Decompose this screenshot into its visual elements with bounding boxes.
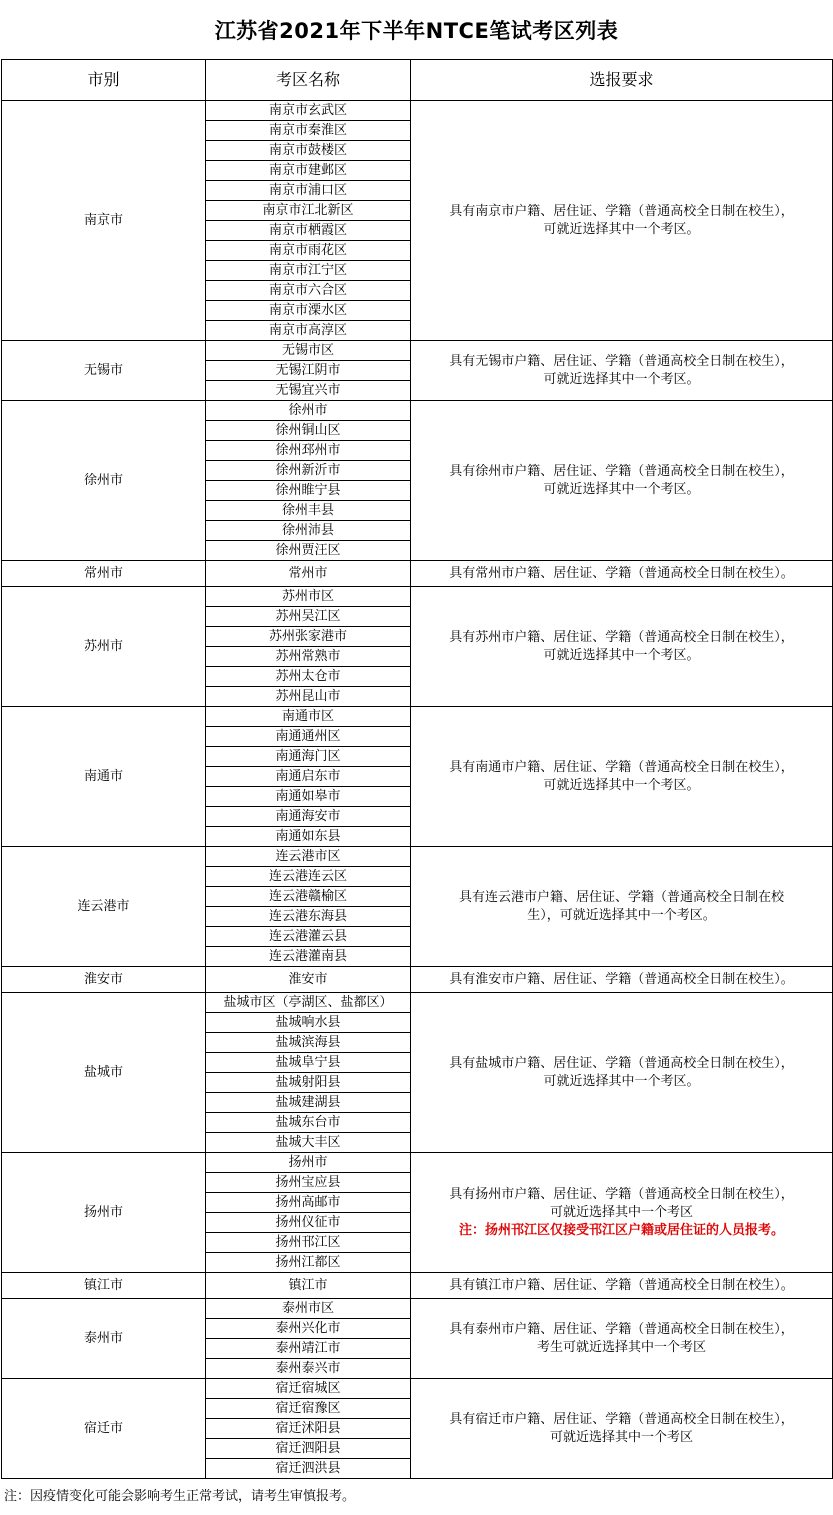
district-cell: 镇江市 bbox=[206, 1273, 411, 1299]
district-cell: 扬州市 bbox=[206, 1153, 411, 1173]
city-cell: 无锡市 bbox=[2, 341, 206, 401]
city-cell: 宿迁市 bbox=[2, 1379, 206, 1479]
city-cell: 南京市 bbox=[2, 101, 206, 341]
district-cell: 徐州丰县 bbox=[206, 501, 411, 521]
district-cell: 宿迁宿豫区 bbox=[206, 1399, 411, 1419]
district-cell: 宿迁沭阳县 bbox=[206, 1419, 411, 1439]
requirement-cell bbox=[411, 1299, 833, 1379]
requirement-line: 具有苏州市户籍、居住证、学籍（普通高校全日制在校生）， bbox=[449, 629, 794, 645]
table-row bbox=[2, 847, 833, 867]
district-cell: 盐城滨海县 bbox=[206, 1033, 411, 1053]
city-cell: 南通市 bbox=[2, 707, 206, 847]
district-cell: 无锡宜兴市 bbox=[206, 381, 411, 401]
district-cell: 盐城阜宁县 bbox=[206, 1053, 411, 1073]
requirement-line: 生），可就近选择其中一个考区。 bbox=[527, 907, 716, 923]
table-header-row bbox=[2, 60, 833, 101]
exam-district-table bbox=[1, 59, 833, 1479]
requirement-line: 具有宿迁市户籍、居住证、学籍（普通高校全日制在校生）， bbox=[449, 1411, 794, 1427]
district-cell: 泰州市区 bbox=[206, 1299, 411, 1319]
city-cell: 徐州市 bbox=[2, 401, 206, 561]
district-cell: 南通海安市 bbox=[206, 807, 411, 827]
district-cell: 常州市 bbox=[206, 561, 411, 587]
requirement-line: 具有泰州市户籍、居住证、学籍（普通高校全日制在校生）， bbox=[449, 1321, 794, 1337]
requirement-line: 可就近选择其中一个考区。 bbox=[543, 481, 700, 497]
district-cell: 南通如皋市 bbox=[206, 787, 411, 807]
requirement-line: 具有扬州市户籍、居住证、学籍（普通高校全日制在校生）， bbox=[449, 1186, 794, 1202]
district-cell: 无锡市区 bbox=[206, 341, 411, 361]
header-requirement: 选报要求 bbox=[411, 60, 833, 101]
district-cell: 苏州常熟市 bbox=[206, 647, 411, 667]
requirement-cell bbox=[411, 707, 833, 847]
district-cell: 苏州市区 bbox=[206, 587, 411, 607]
district-cell: 苏州太仓市 bbox=[206, 667, 411, 687]
district-cell: 扬州宝应县 bbox=[206, 1173, 411, 1193]
requirement-cell bbox=[411, 1273, 833, 1299]
page-title: 江苏省2021年下半年NTCE笔试考区列表 bbox=[214, 18, 619, 43]
requirement-line: 具有南京市户籍、居住证、学籍（普通高校全日制在校生）， bbox=[449, 203, 794, 219]
district-cell: 盐城射阳县 bbox=[206, 1073, 411, 1093]
district-cell: 南京市鼓楼区 bbox=[206, 141, 411, 161]
requirement-line: 具有徐州市户籍、居住证、学籍（普通高校全日制在校生）， bbox=[449, 463, 794, 479]
district-cell: 盐城大丰区 bbox=[206, 1133, 411, 1153]
district-cell: 扬州仪征市 bbox=[206, 1213, 411, 1233]
requirement-line: 具有无锡市户籍、居住证、学籍（普通高校全日制在校生）， bbox=[449, 353, 794, 369]
requirement-cell bbox=[411, 401, 833, 561]
district-cell: 南京市江北新区 bbox=[206, 201, 411, 221]
table-row bbox=[2, 1273, 833, 1299]
district-cell: 宿迁泗阳县 bbox=[206, 1439, 411, 1459]
city-cell: 镇江市 bbox=[2, 1273, 206, 1299]
district-cell: 南通启东市 bbox=[206, 767, 411, 787]
city-cell: 连云港市 bbox=[2, 847, 206, 967]
district-cell: 苏州昆山市 bbox=[206, 687, 411, 707]
city-cell: 苏州市 bbox=[2, 587, 206, 707]
district-cell: 南京市江宁区 bbox=[206, 261, 411, 281]
requirement-line: 具有镇江市户籍、居住证、学籍（普通高校全日制在校生）。 bbox=[449, 1277, 794, 1293]
district-cell: 南京市浦口区 bbox=[206, 181, 411, 201]
district-cell: 连云港赣榆区 bbox=[206, 887, 411, 907]
district-cell: 徐州市 bbox=[206, 401, 411, 421]
district-cell: 南通市区 bbox=[206, 707, 411, 727]
footnote: 注：因疫情变化可能会影响考生正常考试，请考生审慎报考。 bbox=[4, 1489, 356, 1504]
requirement-line: 可就近选择其中一个考区。 bbox=[543, 371, 700, 387]
district-cell: 连云港连云区 bbox=[206, 867, 411, 887]
requirement-cell bbox=[411, 1153, 833, 1273]
district-cell: 南京市六合区 bbox=[206, 281, 411, 301]
table-row bbox=[2, 993, 833, 1013]
table-row bbox=[2, 587, 833, 607]
district-cell: 泰州泰兴市 bbox=[206, 1359, 411, 1379]
district-cell: 南京市建邺区 bbox=[206, 161, 411, 181]
table-row bbox=[2, 101, 833, 121]
district-cell: 扬州高邮市 bbox=[206, 1193, 411, 1213]
district-cell: 连云港市区 bbox=[206, 847, 411, 867]
district-cell: 南京市秦淮区 bbox=[206, 121, 411, 141]
district-cell: 盐城市区（亭湖区、盐都区） bbox=[206, 993, 411, 1013]
city-cell: 盐城市 bbox=[2, 993, 206, 1153]
requirement-cell bbox=[411, 561, 833, 587]
requirement-line: 可就近选择其中一个考区。 bbox=[543, 647, 700, 663]
header-district: 考区名称 bbox=[206, 60, 411, 101]
district-cell: 南通如东县 bbox=[206, 827, 411, 847]
requirement-line: 可就近选择其中一个考区 bbox=[549, 1204, 693, 1220]
requirement-line: 可就近选择其中一个考区。 bbox=[543, 221, 700, 237]
requirement-line: 可就近选择其中一个考区。 bbox=[543, 1073, 700, 1089]
district-cell: 扬州江都区 bbox=[206, 1253, 411, 1273]
requirement-cell bbox=[411, 1379, 833, 1479]
district-cell: 淮安市 bbox=[206, 967, 411, 993]
table-row bbox=[2, 707, 833, 727]
requirement-cell bbox=[411, 847, 833, 967]
district-cell: 南京市高淳区 bbox=[206, 321, 411, 341]
district-cell: 南通通州区 bbox=[206, 727, 411, 747]
requirement-cell bbox=[411, 341, 833, 401]
requirement-cell bbox=[411, 587, 833, 707]
district-cell: 泰州兴化市 bbox=[206, 1319, 411, 1339]
district-cell: 盐城建湖县 bbox=[206, 1093, 411, 1113]
requirement-cell bbox=[411, 101, 833, 341]
requirement-line: 可就近选择其中一个考区。 bbox=[543, 777, 700, 793]
district-cell: 南京市溧水区 bbox=[206, 301, 411, 321]
table-row bbox=[2, 561, 833, 587]
requirement-cell bbox=[411, 993, 833, 1153]
district-cell: 南通海门区 bbox=[206, 747, 411, 767]
district-cell: 连云港灌云县 bbox=[206, 927, 411, 947]
district-cell: 徐州贾汪区 bbox=[206, 541, 411, 561]
district-cell: 泰州靖江市 bbox=[206, 1339, 411, 1359]
requirement-line: 考生可就近选择其中一个考区 bbox=[536, 1339, 706, 1355]
city-cell: 扬州市 bbox=[2, 1153, 206, 1273]
city-cell: 常州市 bbox=[2, 561, 206, 587]
table-row bbox=[2, 341, 833, 361]
district-cell: 徐州邳州市 bbox=[206, 441, 411, 461]
requirement-line: 具有淮安市户籍、居住证、学籍（普通高校全日制在校生）。 bbox=[449, 971, 794, 987]
requirement-line: 具有南通市户籍、居住证、学籍（普通高校全日制在校生）， bbox=[449, 759, 794, 775]
district-cell: 徐州睢宁县 bbox=[206, 481, 411, 501]
district-cell: 宿迁宿城区 bbox=[206, 1379, 411, 1399]
district-cell: 宿迁泗洪县 bbox=[206, 1459, 411, 1479]
district-cell: 南京市栖霞区 bbox=[206, 221, 411, 241]
district-cell: 连云港东海县 bbox=[206, 907, 411, 927]
district-cell: 苏州张家港市 bbox=[206, 627, 411, 647]
table-row bbox=[2, 967, 833, 993]
district-cell: 徐州沛县 bbox=[206, 521, 411, 541]
requirement-line: 具有连云港市户籍、居住证、学籍（普通高校全日制在校 bbox=[458, 889, 784, 905]
district-cell: 无锡江阴市 bbox=[206, 361, 411, 381]
district-cell: 盐城响水县 bbox=[206, 1013, 411, 1033]
district-cell: 南京市玄武区 bbox=[206, 101, 411, 121]
table-row bbox=[2, 1153, 833, 1173]
district-cell: 盐城东台市 bbox=[206, 1113, 411, 1133]
district-cell: 扬州邗江区 bbox=[206, 1233, 411, 1253]
district-cell: 徐州新沂市 bbox=[206, 461, 411, 481]
header-city: 市别 bbox=[2, 60, 206, 101]
table-row bbox=[2, 1379, 833, 1399]
city-cell: 淮安市 bbox=[2, 967, 206, 993]
district-cell: 南京市雨花区 bbox=[206, 241, 411, 261]
district-cell: 徐州铜山区 bbox=[206, 421, 411, 441]
district-cell: 连云港灌南县 bbox=[206, 947, 411, 967]
requirement-cell bbox=[411, 967, 833, 993]
district-cell: 苏州吴江区 bbox=[206, 607, 411, 627]
city-cell: 泰州市 bbox=[2, 1299, 206, 1379]
table-row bbox=[2, 401, 833, 421]
requirement-line: 具有盐城市户籍、居住证、学籍（普通高校全日制在校生）， bbox=[449, 1055, 794, 1071]
requirement-line: 可就近选择其中一个考区 bbox=[549, 1429, 693, 1445]
table-row bbox=[2, 1299, 833, 1319]
requirement-line: 具有常州市户籍、居住证、学籍（普通高校全日制在校生）。 bbox=[449, 565, 794, 581]
requirement-note: 注：扬州邗江区仅接受邗江区户籍或居住证的人员报考。 bbox=[458, 1222, 784, 1238]
